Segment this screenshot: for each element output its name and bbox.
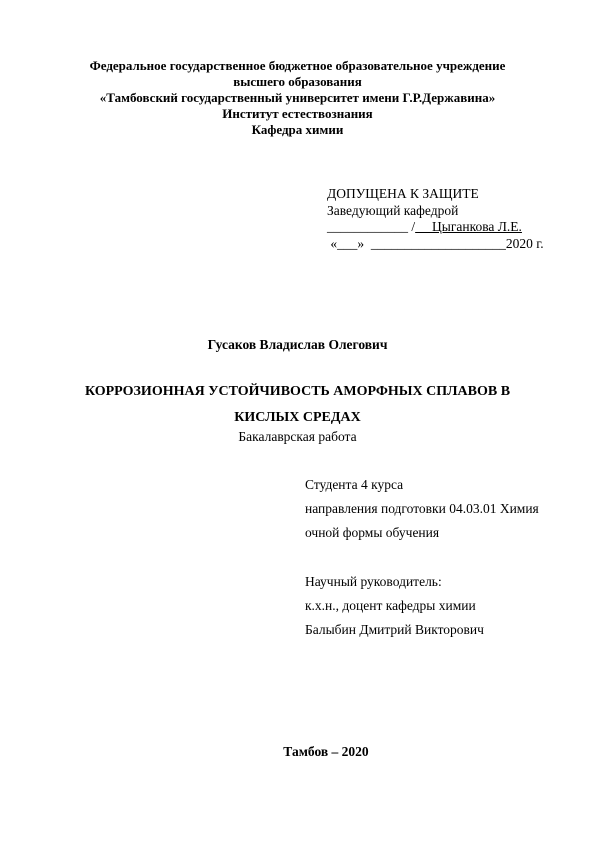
student-study-form: очной формы обучения: [305, 525, 440, 540]
institution-line-3: «Тамбовский государственный университет имени Г.Р.Державина»: [99, 90, 496, 105]
student-info: [305, 473, 575, 545]
approval-signature-line: [327, 219, 567, 236]
student-direction: направления подготовки 04.03.01 Химия: [305, 501, 539, 516]
date-month-blank: ____________________: [370, 235, 506, 251]
supervisor-name: Балыбин Дмитрий Викторович: [305, 622, 484, 637]
institution-line-1: Федеральное государственное бюджетное образовательное учреждение: [89, 58, 506, 73]
approval-position: Заведующий кафедрой: [327, 202, 459, 218]
approval-date-line: [327, 236, 567, 253]
student-course: Студента 4 курса: [305, 477, 404, 492]
approval-status: ДОПУЩЕНА К ЗАЩИТЕ: [327, 186, 479, 201]
signature-blank: ____________ /: [327, 219, 416, 234]
date-day-blank: «___»: [327, 235, 371, 251]
thesis-title-line-2: КИСЛЫХ СРЕДАХ: [234, 410, 361, 425]
supervisor-label: Научный руководитель:: [305, 574, 442, 589]
supervisor-info: [305, 570, 575, 642]
supervisor-position: к.х.н., доцент кафедры химии: [305, 598, 476, 613]
institution-line-5: Кафедра химии: [251, 122, 344, 137]
thesis-title: [80, 379, 515, 431]
work-type: Бакалаврская работа: [238, 429, 357, 444]
date-year: 2020 г.: [505, 235, 544, 251]
institution-header: [60, 58, 535, 138]
author-name: Гусаков Владислав Олегович: [207, 337, 388, 352]
institution-line-4: Институт естествознания: [222, 106, 373, 121]
city-year: Тамбов – 2020: [283, 744, 369, 759]
thesis-title-line-1: КОРРОЗИОННАЯ УСТОЙЧИВОСТЬ АМОРФНЫХ СПЛАВОВ В: [84, 384, 511, 399]
head-of-department-name: Цыганкова Л.Е.: [415, 219, 522, 234]
approval-block: [327, 186, 567, 252]
institution-line-2: высшего образования: [233, 74, 362, 89]
